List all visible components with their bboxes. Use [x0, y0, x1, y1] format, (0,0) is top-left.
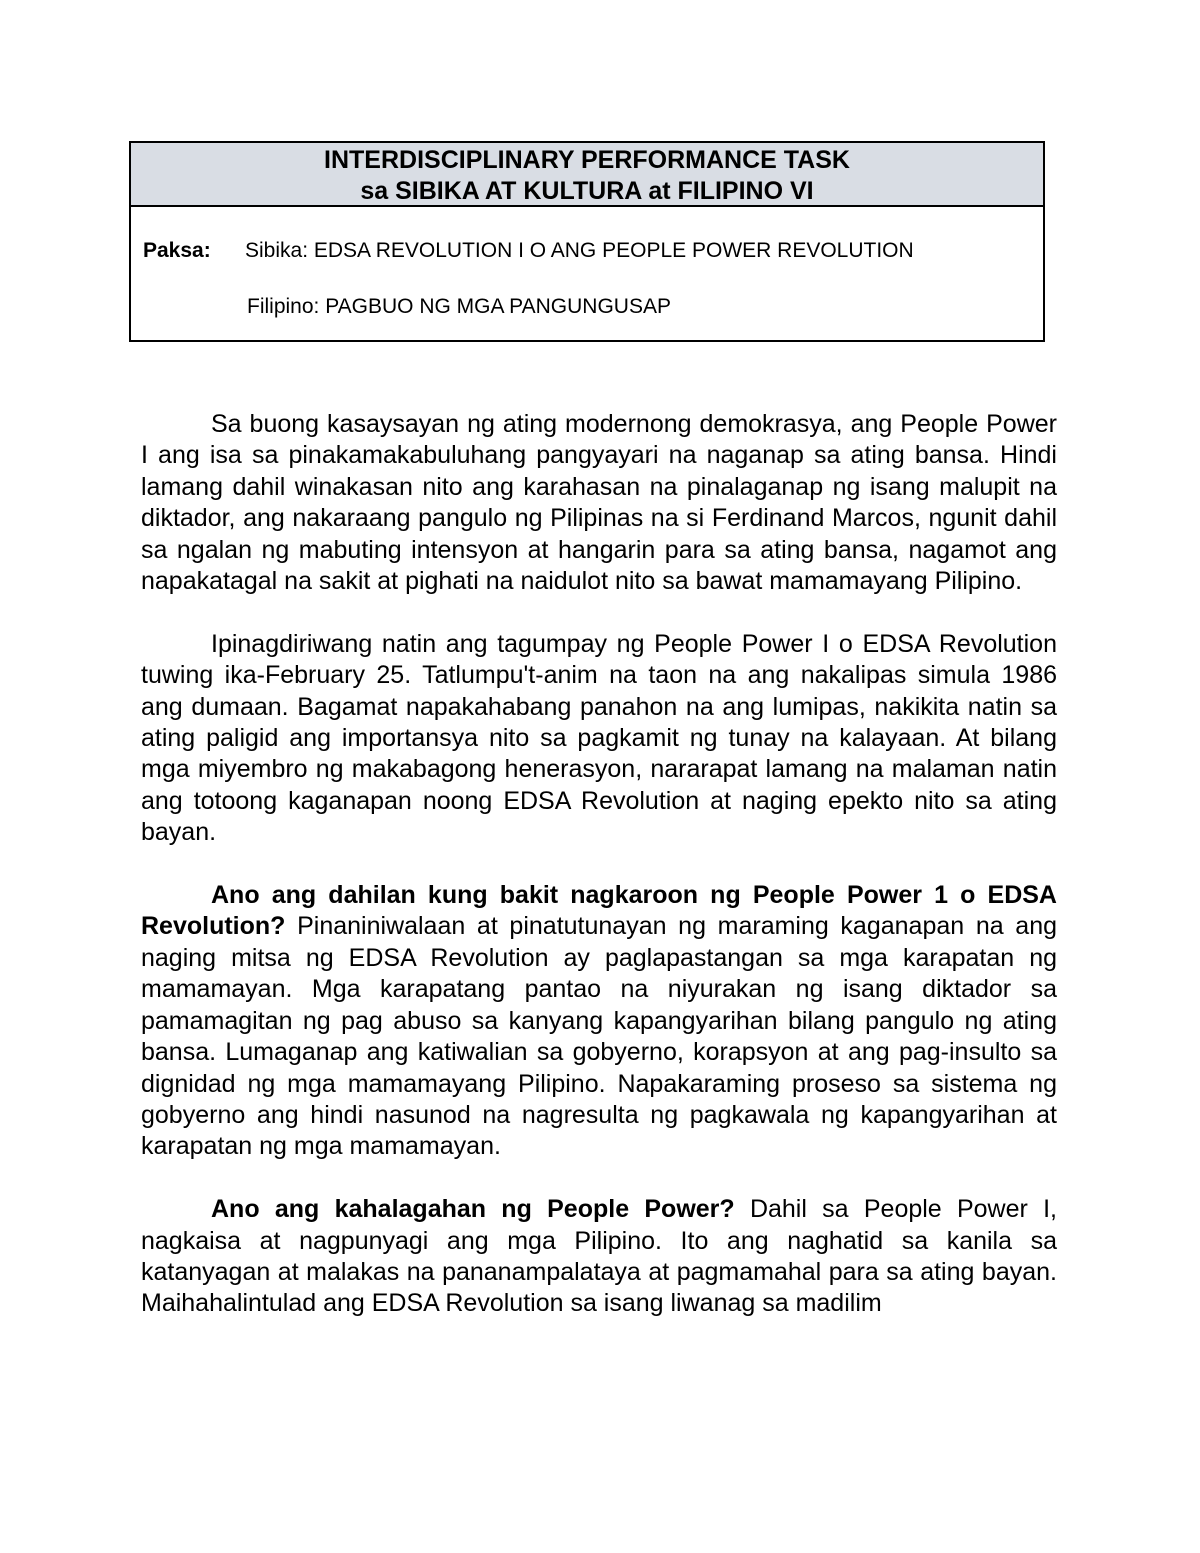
- paragraph-3-heading: Ano ang dahilan kung bakit nagkaroon ng People Power 1 o EDSA Revolution?: [141, 881, 1057, 941]
- paragraph-3: [141, 880, 1057, 1163]
- sibika-topic: Sibika: EDSA REVOLUTION I O ANG PEOPLE POWER REVOLUTION: [245, 239, 914, 262]
- task-title-line2: sa SIBIKA AT KULTURA at FILIPINO VI: [360, 177, 814, 205]
- paragraph-2-text: Ipinagdiriwang natin ang tagumpay ng People Power I o EDSA Revolution tuwing ika-February 25. Tatlumpu't-anim na taon na ang nakalipas simula 1986 ang dumaan. Bagamat napakahabang panahon na ang lumipas, nakikita natin sa ating paligid ang importansya nito sa pagkamit ng tunay na kalayaan. At bilang mga miyembro ng makabagong henerasyon, nararapat lamang na malaman natin ang totoong kaganapan noong EDSA Revolution at naging epekto nito sa ating bayan.: [141, 629, 1057, 847]
- task-title-band: [131, 143, 1043, 207]
- paragraph-1-text: Sa buong kasaysayan ng ating modernong demokrasya, ang People Power I ang isa sa pinakamakabuluhang pangyayari na naganap sa ating bansa. Hindi lamang dahil winakasan nito ang karahasan na pinalaganap ng isang malupit na diktador, ang nakaraang pangulo ng Pilipinas na si Ferdinand Marcos, ngunit dahil sa ngalan ng mabuting intensyon at hangarin para sa ating bansa, nagamot ang napakatagal na sakit at pighati na naidulot nito sa bawat mamamayang Pilipino.: [141, 410, 1057, 596]
- paksa-label: Paksa:: [143, 239, 211, 262]
- task-title-line1: INTERDISCIPLINARY PERFORMANCE TASK: [324, 146, 850, 174]
- task-header-box: [129, 141, 1045, 342]
- paragraph-4: [141, 1194, 1057, 1320]
- essay-body: [141, 409, 1057, 1320]
- paragraph-2: [141, 629, 1057, 849]
- paragraph-4-text: Dahil sa People Power I, nagkaisa at nagpunyagi ang mga Pilipino. Ito ang naghatid sa kanila sa katanyagan at malakas na pananampalataya at pagmamahal para sa ating bayan. Maihahalintulad ang EDSA Revolution sa isang liwanag sa madilim: [141, 1195, 1058, 1318]
- filipino-topic: Filipino: PAGBUO NG MGA PANGUNGUSAP: [247, 295, 671, 318]
- paragraph-1: [141, 409, 1057, 597]
- paragraph-4-heading: Ano ang kahalagahan ng People Power?: [211, 1195, 735, 1224]
- paragraph-3-text: Pinaniniwalaan at pinatutunayan ng maraming kaganapan na ang naging mitsa ng EDSA Revolution ay paglapastangan sa mga karapatan ng mamamayan. Mga karapatang pantao na niyurakan ng isang diktador sa pamamagitan ng pag abuso sa kanyang kapangyarihan bilang pangulo ng ating bansa. Lumaganap ang katiwalian sa gobyerno, korapsyon at ang pag-insulto sa dignidad ng mga mamamayang Pilipino. Napakaraming proseso sa sistema ng gobyerno ang hindi nasunod na nagresulta ng pagkawala ng kapangyarihan at karapatan ng mga mamamayan.: [141, 912, 1057, 1161]
